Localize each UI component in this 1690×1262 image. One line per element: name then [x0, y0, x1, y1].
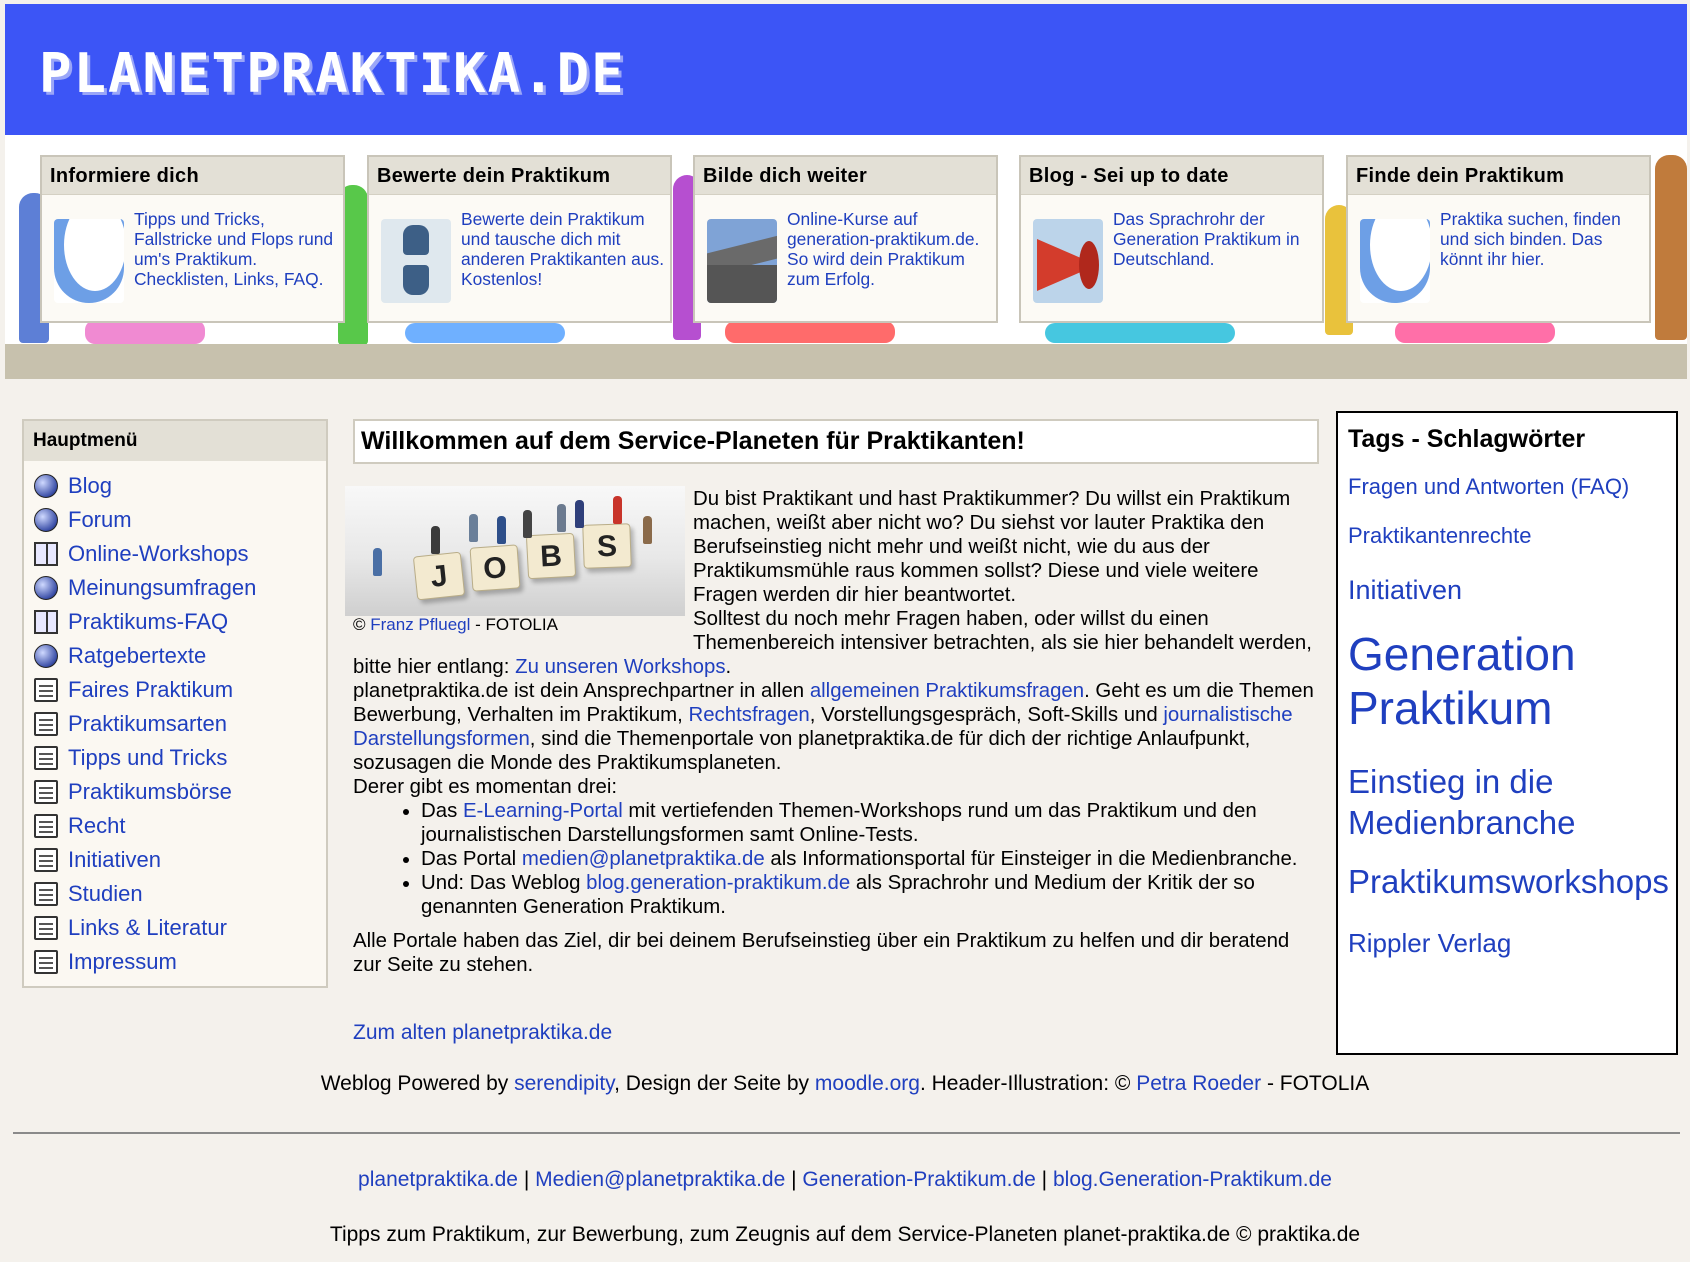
photo-tile: J	[413, 552, 465, 601]
list-item: • Und: Das Weblog blog.generation-praktikum.de als Sprachrohr und Medium der Kritik der so genannten Generation Praktikum.	[421, 871, 1319, 919]
menu-item-label[interactable]: Initiativen	[68, 847, 161, 872]
graduation-cap-icon	[707, 219, 777, 303]
elearning-portal-link[interactable]: E-Learning-Portal	[462, 800, 623, 822]
footer-link[interactable]: Generation-Praktikum.de	[802, 1168, 1036, 1191]
globe-icon	[34, 644, 58, 668]
header-box-text[interactable]: Praktika suchen, finden und sich binden. Das könnt ihr hier.	[1440, 209, 1621, 269]
menu-item[interactable]	[34, 877, 326, 911]
menu-item-label[interactable]: Recht	[68, 813, 126, 838]
header-box-text[interactable]: Bewerte dein Praktikum und tausche dich mit anderen Praktikanten aus. Kostenlos!	[461, 209, 665, 289]
header-box-title: Bilde dich weiter	[695, 157, 996, 195]
globe-icon	[34, 474, 58, 498]
legal-questions-link[interactable]: Rechtsfragen	[688, 704, 810, 726]
doc-icon	[34, 848, 58, 872]
doc-icon	[34, 712, 58, 736]
menu-item[interactable]	[34, 537, 326, 571]
three-portals-text: Derer gibt es momentan drei:	[353, 776, 618, 798]
tag-link[interactable]: Generation Praktikum	[1348, 628, 1576, 734]
header-box-text[interactable]: Tipps und Tricks, Fallstricke und Flops rund um's Praktikum. Checklisten, Links, FAQ.	[134, 209, 334, 289]
powered-by: Weblog Powered by serendipity, Design der Seite by moodle.org. Header-Illustration: © Petra Roeder - FOTOLIA	[320, 1072, 1370, 1095]
menu-item[interactable]	[34, 503, 326, 537]
tag-link[interactable]: Praktikumsworkshops	[1348, 863, 1669, 900]
old-site-link[interactable]: Zum alten planetpraktika.de	[353, 1021, 613, 1044]
photo-tile: B	[526, 533, 576, 579]
menu-item-label[interactable]: Forum	[68, 507, 132, 532]
header-divider-bar	[5, 344, 1687, 379]
tag-link[interactable]: Einstieg in die Medienbranche	[1348, 763, 1576, 841]
header-box-text[interactable]: Das Sprachrohr der Generation Praktikum in Deutschland.	[1113, 209, 1300, 269]
menu-item[interactable]	[34, 673, 326, 707]
closing-text: Alle Portale haben das Ziel, dir bei deinem Berufseinstieg über ein Praktikum zu helfen und dir beratend zur Seite zu stehen.	[353, 930, 1290, 976]
tag-cloud-title: Tags - Schlagwörter	[1348, 425, 1586, 453]
menu-item-label[interactable]: Praktikumsbörse	[68, 779, 232, 804]
photographer-link[interactable]: Franz Pfluegl	[370, 615, 471, 634]
menu-item[interactable]	[34, 469, 326, 503]
photo-tile: S	[582, 523, 632, 569]
globe-icon	[34, 508, 58, 532]
main-menu	[22, 419, 328, 988]
header-box-bilde[interactable]	[693, 155, 998, 323]
footer-link[interactable]: planetpraktika.de	[358, 1168, 518, 1191]
header-banner	[5, 4, 1687, 135]
more-questions-text: Solltest du noch mehr Fragen haben, oder willst du einen Themenbereich intensiver betrachten, als sie hier behandelt werden, bitte hier entlang: Zu unseren Workshops.	[353, 608, 1312, 678]
medien-portal-link[interactable]: medien@planetpraktika.de	[521, 848, 765, 870]
doc-icon	[34, 780, 58, 804]
header-box-title: Blog - Sei up to date	[1021, 157, 1322, 195]
footer-tagline: Tipps zum Praktikum, zur Bewerbung, zum Zeugnis auf dem Service-Planeten planet-praktika.de © praktika.de	[329, 1223, 1361, 1246]
menu-item[interactable]	[34, 639, 326, 673]
header-box-blog[interactable]	[1019, 155, 1324, 323]
tag-cloud	[1336, 411, 1678, 1055]
doc-icon	[34, 882, 58, 906]
portal-intro-text: planetpraktika.de ist dein Ansprechpartner in allen allgemeinen Praktikumsfragen. Geht es um die Themen Bewerbung, Verhalten im Praktikum, Rechtsfragen, Vorstellungsgespräch, Soft-Skills und journalistische Darstellungsformen, sind die Themenportale von planetpraktika.de für dich der richtige Anlaufpunkt, sozusagen die Monde des Praktikumsplaneten.	[353, 680, 1314, 774]
footer-link[interactable]: Medien@planetpraktika.de	[535, 1168, 786, 1191]
header-box-title: Informiere dich	[42, 157, 343, 195]
tag-link[interactable]: Praktikantenrechte	[1348, 523, 1532, 548]
main-menu-title: Hauptmenü	[24, 421, 326, 461]
moodle-link[interactable]: moodle.org	[814, 1072, 920, 1095]
photo-tile: O	[470, 544, 521, 591]
header-box-bewerte[interactable]	[367, 155, 672, 323]
thumbs-icon	[381, 219, 451, 303]
planet-icon	[54, 219, 124, 303]
menu-item-label[interactable]: Faires Praktikum	[68, 677, 234, 702]
doc-icon	[34, 950, 58, 974]
tag-link[interactable]: Initiativen	[1348, 575, 1463, 605]
planet-icon	[1360, 219, 1430, 303]
page-title: Willkommen auf dem Service-Planeten für Praktikanten!	[353, 419, 1319, 464]
photo-credit: © Franz Pfluegl - FOTOLIA	[353, 615, 558, 634]
weblog-link[interactable]: blog.generation-praktikum.de	[586, 872, 851, 894]
doc-icon	[34, 678, 58, 702]
workshops-link[interactable]: Zu unseren Workshops	[515, 656, 726, 678]
doc-icon	[34, 746, 58, 770]
list-item: • Das Portal medien@planetpraktika.de als Informationsportal für Einsteiger in die Medienbranche.	[421, 847, 1319, 871]
menu-item-label[interactable]: Blog	[68, 473, 113, 498]
menu-item-label[interactable]: Studien	[68, 881, 143, 906]
footer-divider	[13, 1132, 1680, 1134]
site-logo[interactable]: PLANETPRAKTIKA.DE	[39, 42, 626, 105]
header-box-text[interactable]: Online-Kurse auf generation-praktikum.de. So wird dein Praktikum zum Erfolg.	[787, 209, 980, 289]
menu-item-label[interactable]: Praktikumsarten	[68, 711, 227, 736]
menu-item-label[interactable]: Online-Workshops	[68, 541, 249, 566]
menu-item[interactable]	[34, 571, 326, 605]
header-box-title: Finde dein Praktikum	[1348, 157, 1649, 195]
tag-link[interactable]: Fragen und Antworten (FAQ)	[1348, 474, 1630, 499]
menu-item[interactable]	[34, 945, 326, 979]
list-item: • Das E-Learning-Portal mit vertiefenden Themen-Workshops rund um das Praktikum und den journalistischen Darstellungsformen samt Online-Tests.	[421, 799, 1319, 847]
header-box-finde[interactable]	[1346, 155, 1651, 323]
menu-item[interactable]	[34, 707, 326, 741]
menu-item-label[interactable]: Meinungsumfragen	[68, 575, 257, 600]
megaphone-icon	[1033, 219, 1103, 303]
menu-item[interactable]	[34, 775, 326, 809]
menu-item-label[interactable]: Tipps und Tricks	[68, 745, 228, 770]
menu-item[interactable]	[34, 605, 326, 639]
doc-icon	[34, 916, 58, 940]
serendipity-link[interactable]: serendipity	[514, 1072, 615, 1095]
footer-links: planetpraktika.de | Medien@planetpraktika.de | Generation-Praktikum.de | blog.Generation-Praktikum.de	[358, 1168, 1332, 1191]
menu-item-label[interactable]: Links & Literatur	[68, 915, 227, 940]
illustrator-link[interactable]: Petra Roeder	[1136, 1072, 1262, 1095]
menu-item[interactable]	[34, 911, 326, 945]
main-menu-list	[24, 461, 326, 979]
general-questions-link[interactable]: allgemeinen Praktikumsfragen	[809, 680, 1085, 702]
tag-link[interactable]: Rippler Verlag	[1348, 928, 1512, 958]
doc-icon	[34, 814, 58, 838]
menu-item-label[interactable]: Praktikums-FAQ	[68, 609, 229, 634]
header-box-title: Bewerte dein Praktikum	[369, 157, 670, 195]
book-icon	[34, 542, 58, 566]
menu-item-label[interactable]: Ratgebertexte	[68, 643, 207, 668]
globe-icon	[34, 576, 58, 600]
book-icon	[34, 610, 58, 634]
menu-item[interactable]	[34, 843, 326, 877]
welcome-article	[353, 487, 1319, 977]
intro-text: Du bist Praktikant und hast Praktikummer? Du willst ein Praktikum machen, weißt aber nicht wo? Du siehst vor lauter Praktika den Berufseinstieg nicht mehr und weißt nicht, wie du aus der Praktikumsmühle raus kommen sollst? Diese und viele weitere Fragen werden dir hier beantwortet.	[693, 488, 1291, 606]
footer-link[interactable]: blog.Generation-Praktikum.de	[1052, 1168, 1332, 1191]
menu-item-label[interactable]: Impressum	[68, 949, 177, 974]
journalistic-forms-link[interactable]: journalistische Darstellungsformen	[353, 704, 1293, 750]
menu-item[interactable]	[34, 809, 326, 843]
portal-list	[353, 799, 1319, 919]
menu-item[interactable]	[34, 741, 326, 775]
header-box-informiere[interactable]	[40, 155, 345, 323]
